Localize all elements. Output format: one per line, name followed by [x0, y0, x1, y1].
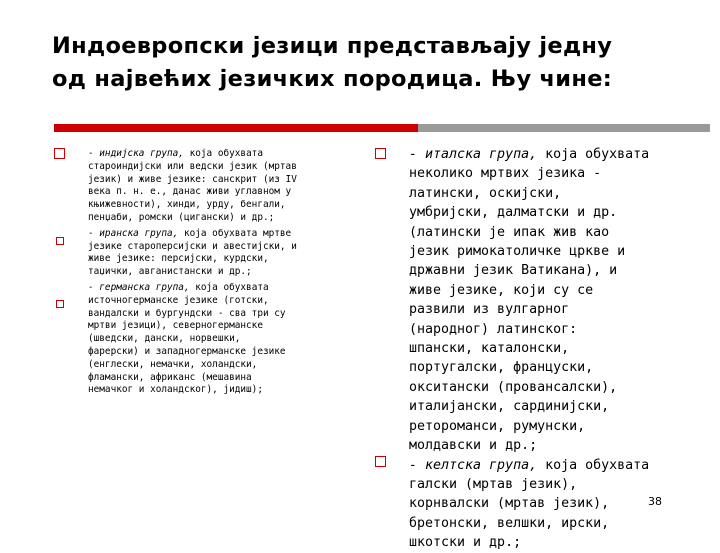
- line-text: (шведски, дански, норвешки,: [88, 333, 241, 345]
- line-text: која обухвата: [537, 147, 650, 162]
- line-text: језике староперсијски и авестијски, и: [88, 240, 297, 252]
- left-column: [88, 148, 338, 400]
- text-line: [88, 253, 338, 266]
- text-line: [409, 261, 679, 280]
- text-line: [409, 223, 679, 242]
- line-text: језик) и живе језике: санскрит (из IV: [88, 173, 297, 185]
- line-text: португалски, француски,: [409, 360, 594, 376]
- line-text: галски (мртав језик),: [409, 476, 578, 492]
- right-column: [409, 145, 679, 553]
- text-line: [409, 397, 679, 416]
- title-line-1: Индоевропски језици представљају једну: [52, 33, 613, 59]
- group-name: - германска група,: [88, 281, 190, 293]
- text-line: [409, 320, 679, 339]
- line-text: окситански (провансалски),: [409, 379, 618, 395]
- text-line: [88, 228, 338, 241]
- line-text: (енглески, немачки, холандски,: [88, 358, 258, 370]
- line-text: источногерманске језике (готски,: [88, 294, 269, 306]
- text-line: [409, 436, 679, 455]
- square-bullet-icon: [375, 148, 386, 159]
- line-text: вандалски и бургундски - сва три су: [88, 307, 286, 319]
- line-text: фламански, африканс (мешавина: [88, 371, 252, 383]
- text-line: [88, 372, 338, 385]
- text-line: [409, 339, 679, 358]
- text-line: [409, 417, 679, 436]
- line-text: мртви језици), северногерманске: [88, 320, 263, 332]
- text-line: [88, 333, 338, 346]
- line-text: (латински је ипак жив као: [409, 224, 610, 240]
- text-line: [88, 384, 338, 397]
- group-name: - иранска група,: [88, 227, 179, 239]
- list-item: [88, 228, 338, 279]
- line-text: таџички, авганистански и др.;: [88, 266, 252, 278]
- square-bullet-icon: [54, 148, 65, 159]
- text-line: [88, 199, 338, 212]
- line-text: века п. н. е., данас живи углавном у: [88, 186, 292, 198]
- text-line: [409, 203, 679, 222]
- text-line: [88, 308, 338, 321]
- group-name: - келтска група,: [409, 457, 538, 473]
- text-line: [409, 145, 679, 164]
- line-text: фарерски) и западногерманске језике: [88, 345, 286, 357]
- text-line: [409, 456, 679, 475]
- text-line: [409, 358, 679, 377]
- text-line: [409, 494, 679, 513]
- list-item: [88, 148, 338, 225]
- title-line-2: од највећих језичких породица. Њу чине:: [52, 66, 613, 92]
- list-item: [88, 282, 338, 397]
- text-line: [409, 281, 679, 300]
- line-text: која обухвата: [537, 457, 650, 473]
- slide-title: [52, 30, 692, 96]
- line-text: која обухвата мртве: [178, 227, 292, 239]
- line-text: шпански, каталонски,: [409, 341, 570, 357]
- text-line: [409, 300, 679, 319]
- line-text: (народног) латинског:: [409, 321, 578, 337]
- text-line: [88, 359, 338, 372]
- line-text: пенџаби, ромски (цигански) и др.;: [88, 211, 275, 223]
- square-bullet-icon: [375, 456, 386, 467]
- list-item: [409, 145, 679, 456]
- line-text: неколико мртвих језика -: [409, 166, 602, 182]
- text-line: [409, 514, 679, 533]
- text-line: [88, 174, 338, 187]
- text-line: [409, 533, 679, 552]
- text-line: [409, 242, 679, 261]
- text-line: [88, 346, 338, 359]
- text-line: [409, 184, 679, 203]
- line-text: бретонски, велшки, ирски,: [409, 515, 610, 531]
- line-text: умбријски, далматски и др.: [409, 205, 618, 221]
- title-rule-secondary: [418, 124, 710, 132]
- text-line: [409, 475, 679, 494]
- text-line: [88, 186, 338, 199]
- text-line: [409, 378, 679, 397]
- line-text: развили из вулгарног: [409, 302, 570, 318]
- line-text: књижевности), хинди, урду, бенгали,: [88, 199, 286, 211]
- line-text: староиндијски или ведски језик (мртав: [88, 160, 297, 172]
- line-text: живе језике, који су се: [409, 282, 594, 298]
- line-text: италијански, сардинијски,: [409, 399, 610, 415]
- square-bullet-icon: [56, 300, 64, 308]
- group-name: - индијска група,: [88, 148, 184, 159]
- line-text: државни језик Ватикана), и: [409, 263, 618, 279]
- text-line: [88, 241, 338, 254]
- text-line: [409, 164, 679, 183]
- text-line: [88, 282, 338, 295]
- text-line: [88, 161, 338, 174]
- title-rule-accent: [54, 124, 418, 132]
- line-text: језик римокатоличке цркве и: [409, 244, 626, 260]
- text-line: [88, 148, 338, 161]
- line-text: живе језике: персијски, курдски,: [88, 253, 269, 265]
- group-name: - италска група,: [409, 147, 538, 162]
- line-text: шкотски и др.;: [409, 535, 522, 551]
- text-line: [88, 266, 338, 279]
- list-item: [409, 456, 679, 553]
- text-line: [88, 320, 338, 333]
- text-line: [88, 212, 338, 225]
- line-text: ретороманси, румунски,: [409, 418, 586, 434]
- line-text: корнвалски (мртав језик),: [409, 496, 610, 512]
- line-text: латински, оскијски,: [409, 185, 562, 201]
- square-bullet-icon: [56, 237, 64, 245]
- page-number: 38: [648, 495, 662, 508]
- line-text: немачког и холандског), јидиш);: [88, 384, 263, 396]
- text-line: [88, 295, 338, 308]
- line-text: молдавски и др.;: [409, 438, 538, 454]
- line-text: која обухвата: [183, 148, 263, 159]
- line-text: која обухвата: [189, 281, 269, 293]
